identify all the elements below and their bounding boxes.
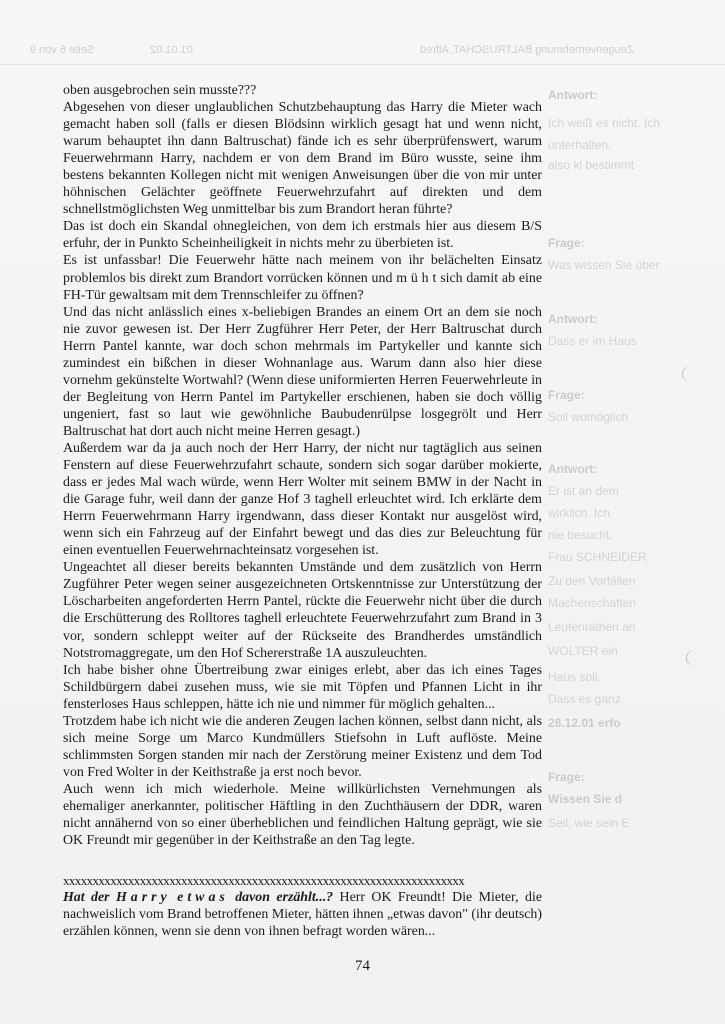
bleed-line: nie besucht.: [548, 528, 613, 542]
bleed-line: wirklich. Ich: [548, 506, 611, 520]
bleed-line: Was wissen Sie über: [548, 258, 660, 272]
question-end: davon erzählt...?: [228, 890, 334, 906]
paragraph: Das ist doch ein Skandal ohnegleichen, von dem ich erstmals hier aus diesem B/S erfuhr, der in Punkto Scheinheiligkeit in nichts mehr zu überbieten ist.: [63, 219, 542, 252]
question-spaced-word: etwas: [177, 890, 229, 906]
answer-text: Herr OK Freundt! Die Mieter, die nachweislich vom Brand betroffenen Mieter, hätten ihnen „etwas davon" (ihr deutsch) erzählen können, wenn sie denn von ihnen befragt worden wären...: [63, 890, 542, 940]
bleed-line: Ich weiß es nicht. Ich: [548, 116, 661, 130]
document-body: [63, 82, 542, 940]
bleed-through-side-text: [548, 80, 725, 860]
page-number: 74: [355, 958, 370, 974]
bleed-line: Antwort:: [548, 88, 598, 102]
bleed-line: Leutenrathen an: [548, 620, 636, 634]
bleed-line: Machenschaften: [548, 596, 637, 610]
paragraph: Abgesehen von dieser unglaublichen Schutzbehauptung das Harry die Mieter wach gemacht haben soll (falls er diesen Blödsinn wirklich gesagt hat und wenn nicht, warum behauptet ihn dann Baltruschat) fände ich es sehr überprüfenswert, warum Feuerwehrmann Harry, nachdem er von dem Brand im Büro wusste, seine ihm bestens bekannten Kollegen nicht mit wenigen Anweisungen über die von mir unter höhnischen Gelächter geöffnete Feuerwehrzufahrt auf direkten und dem schnellstmöglichsten Weg unmittelbar bis zum Brandort heran führte?: [63, 100, 542, 218]
bleed-line: Soll womöglich: [548, 410, 629, 424]
bleed-line: Zu den Vorfällen: [548, 574, 636, 588]
bleed-line: also kl bestimmt: [548, 158, 635, 172]
bleed-line: Seil, wie sein E: [548, 816, 630, 830]
bleed-header-date: 01.01.02: [150, 44, 193, 56]
bleed-line: 28.12.01 erfo: [548, 716, 621, 730]
bleed-line: Er ist an dem: [548, 484, 619, 498]
bleed-line: Antwort:: [548, 312, 598, 326]
separator-line: xxxxxxxxxxxxxxxxxxxxxxxxxxxxxxxxxxxxxxxxxxxxxxxxxxxxxxxxxxxxxxxxxxxx: [63, 873, 465, 889]
paragraph: Auch wenn ich mich wiederhole. Meine willkürlichsten Vernehmungen als ehemaliger anerkannter, politischer Häftling in den Zuchthäusern der DDR, waren nicht annähernd von so einer überheblichen und feindlichen Haltung geprägt, wie sie OK Freundt mir gegenüber in der Keithstraße an den Tag legte.: [63, 781, 542, 849]
paragraph: oben ausgebrochen sein musste???: [63, 83, 257, 98]
punch-hole-mark: [682, 366, 699, 382]
bleed-line: Wissen Sie d: [548, 792, 622, 806]
question-start: Hat der: [63, 890, 116, 906]
final-question-paragraph: [63, 889, 542, 940]
question-spaced-name: Harry: [115, 890, 171, 906]
paragraph: Es ist unfassbar! Die Feuerwehr hätte nach meinem von ihr belächelten Einsatz problemlos bis direkt zum Brandort vorrücken können und m ü h t sich damit ab eine FH-Tür gewaltsam mit dem Trennschleifer zu öffnen?: [63, 253, 542, 303]
paragraph: Ungeachtet all dieser bereits bekannten Umstände und dem zusätzlich von Herrn Zugführer Peter wegen seiner ausgezeichneten Ortskenntnisse zur Unterstützung der Löscharbeiten angeforderten Herrn Pantel, rückte die Feuerwehr nicht über die durch die Erschütterung des Rolltores taghell erleuchtete Feuerwehrzufahrt zum Brand in 3 vor, sondern schleppt weiter auf der Rückseite des Brandherdes umständlich Notstromaggregate, um den Hof Schererstraße 1A auszuleuchten.: [63, 560, 542, 661]
bleed-line: Frau SCHNEIDER: [548, 550, 647, 564]
bleed-line: Dass er im Haus: [548, 334, 637, 348]
bleed-line: Antwort:: [548, 462, 598, 476]
bleed-line: WOLTER ein: [548, 644, 618, 658]
punch-hole-mark: [686, 650, 703, 666]
bleed-line: Frage:: [548, 236, 585, 250]
paragraph: Außerdem war da ja auch noch der Herr Harry, der nicht nur tagtäglich aus seinen Fenstern auf diese Feuerwehrzufahrt schaute, sondern sich sogar darüber mokierte, dass er jedes Mal wach würde, wenn Herr Wolter mit seinem BMW in der Nacht in die Garage fuhr, weil dann der ganze Hof 3 taghell erleuchtet wird. Ich erklärte dem Herrn Feuerwehrmann Harry irgendwann, dass dieser Kontakt nur ausgelöst wird, wenn sich ein Fahrzeug auf der Einfahrt bewegt und das dies zur Beleuchtung für einen eventuellen Feuerwehrnachteinsatz vorgesehen ist.: [63, 440, 542, 559]
bleed-through-header: [0, 40, 725, 65]
bleed-line: Frage:: [548, 388, 585, 402]
paragraph: Ich habe bisher ohne Übertreibung zwar einiges erlebt, aber das ich eines Tages Schildbürgern dabei zusehen muss, wie sie mit Töpfen und Pfannen Licht in ihr fensterloses Haus schleppen, hätte ich nie und nimmer für möglich gehalten...: [63, 662, 542, 712]
paragraph: Trotzdem habe ich nicht wie die anderen Zeugen lachen können, selbst dann nicht, als sich meine Sorge um Marco Kundmüllers Stiefsohn in Luft auflöste. Meine schlimmsten Sorgen standen mir nach der Zerstörung meiner Existenz und dem Tod von Fred Wolter in der Keithstraße ja erst noch bevor.: [63, 713, 542, 780]
bleed-line: Frage:: [548, 770, 585, 784]
bleed-header-left: Seite 6 von 9: [30, 44, 95, 56]
bleed-line: Dass es ganz: [548, 692, 621, 706]
bleed-line: Haus soll.: [548, 670, 601, 684]
bleed-line: unterhalten.: [548, 138, 612, 152]
paragraph: Und das nicht anlässlich eines x-beliebigen Brandes an einem Ort an dem sie noch nie zuvor gewesen ist. Der Herr Zugführer Herr Peter, der Herr Baltruschat durch Herrn Pantel kannte, war doch schon mehrmals im Partykeller und kannte sich zumindest ein bißchen in dieser Wohnanlage aus. Warum dann also hier diese vornehm gekünstelte Wortwahl? (Wenn diese uniformierten Herren Feuerwehrleute in der Begleitung von Herrn Pantel im Partykeller erschienen, haben sie doch völlig ungeniert, fast so laut wie gewöhnliche Baubudenrülpse losgegrölt und Herr Baltruschat hat dort auch nicht meine Herren gesagt.): [63, 304, 542, 439]
question-heading: [63, 890, 333, 905]
bleed-header-right: Zeugenvernehmung BALTRUSCHAT, Alfred: [420, 44, 634, 56]
